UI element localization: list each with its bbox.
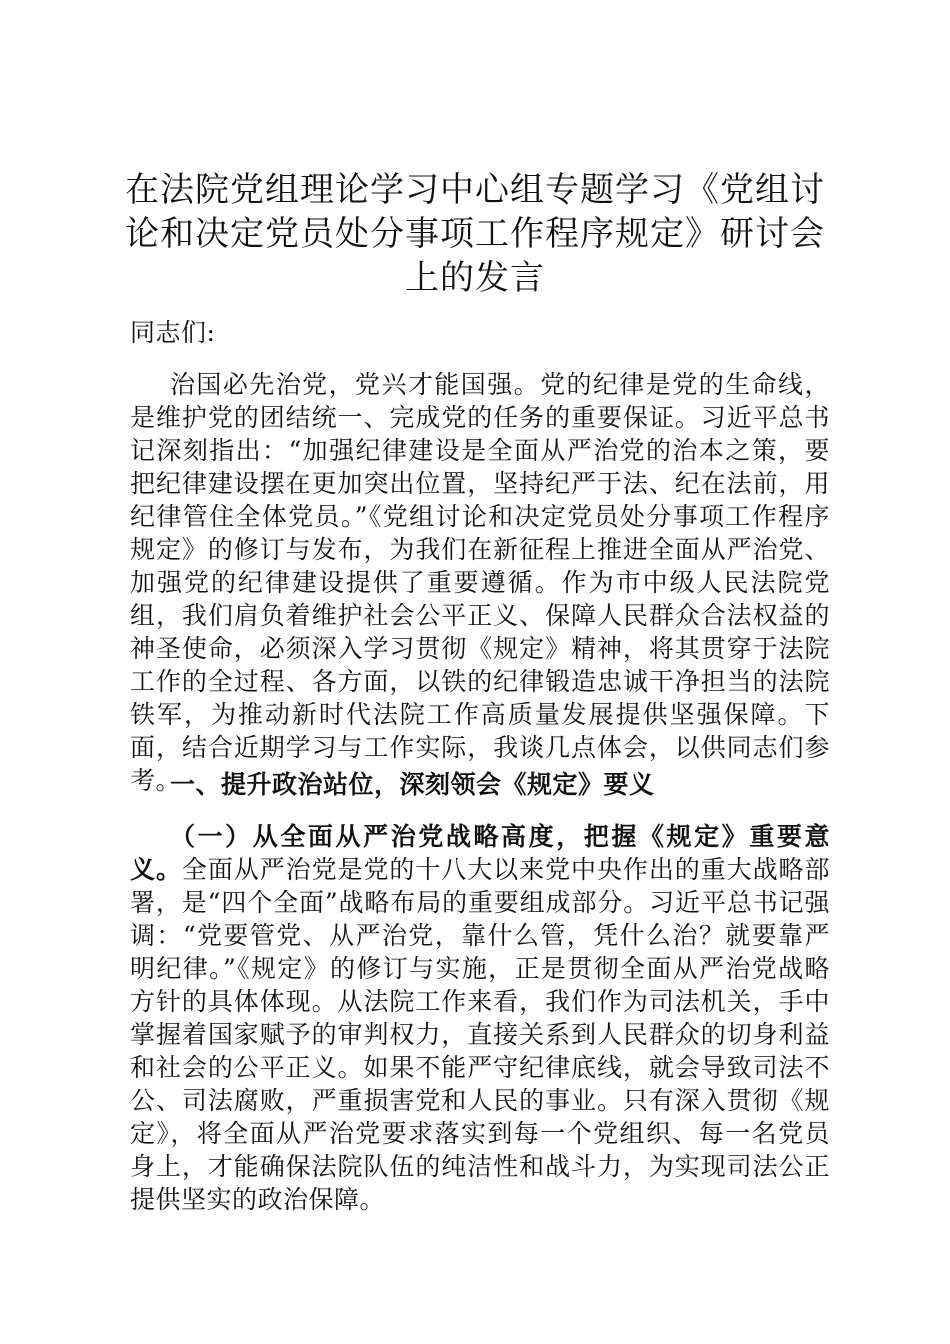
subsection-heading: （一）从全面从严治党战略高度，把握《规定》重要意义。 xyxy=(130,822,830,884)
section-heading: 一、提升政治站位，深刻领会《规定》要义 xyxy=(170,770,655,799)
salutation: 同志们: xyxy=(130,318,216,347)
subsection-text: 全面从严治党是党的十八大以来党中央作出的重大战略部署，是“四个全面”战略布局的重要组成部分。习近平总书记强调：“党要管党、从严治党，靠什么管，凭什么治？就要靠严明纪律。”《规定》的修订与实施，正是贯彻全面从严治党战略方针的具体体现。从法院工作来看，我们作为司法机关，手中掌握着国家赋予的审判权力，直接关系到人民群众的切身利益和社会的公平正义。如果不能严守纪律底线，就会导致司法不公、司法腐败，严重损害党和人民的事业。只有深入贯彻《规定》，将全面从严治党要求落实到每一个党组织、每一名党员身上，才能确保法院队伍的纯洁性和战斗力，为实现司法公正提供坚实的政治保障。 xyxy=(130,855,830,1214)
subsection-paragraph xyxy=(130,820,830,1216)
intro-paragraph: 治国必先治党，党兴才能国强。党的纪律是党的生命线，是维护党的团结统一、完成党的任务的重要保证。习近平总书记深刻指出：“加强纪律建设是全面从严治党的治本之策，要把纪律建设摆在更加突出位置，坚持纪严于法、纪在法前，用纪律管住全体党员。”《党组讨论和决定党员处分事项工作程序规定》的修订与发布，为我们在新征程上推进全面从严治党、加强党的纪律建设提供了重要遵循。作为市中级人民法院党组，我们肩负着维护社会公平正义、保障人民群众合法权益的神圣使命，必须深入学习贯彻《规定》精神，将其贯穿于法院工作的全过程、各方面，以铁的纪律锻造忠诚干净担当的法院铁军，为推动新时代法院工作高质量发展提供坚强保障。下面，结合近期学习与工作实际，我谈几点体会，以供同志们参考。 xyxy=(130,370,830,795)
document-title: 在法院党组理论学习中心组专题学习《党组讨论和决定党员处分事项工作程序规定》研讨会上的发言 xyxy=(125,170,825,298)
